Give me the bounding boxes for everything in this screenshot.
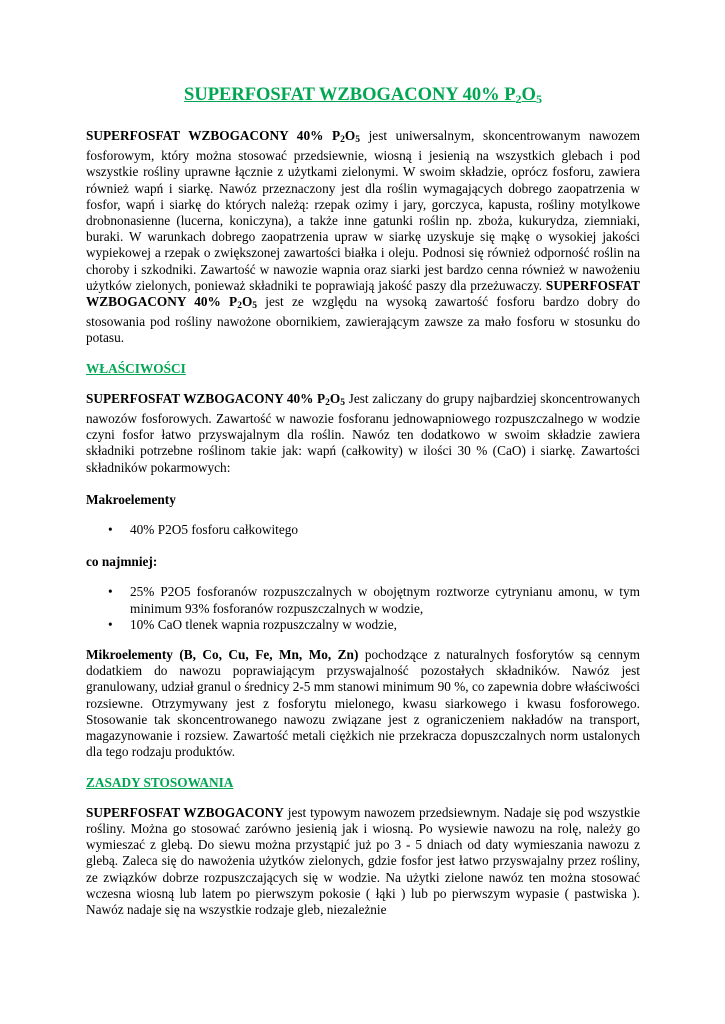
makroelementy-heading: Makroelementy xyxy=(86,491,176,507)
makroelementy-list xyxy=(86,522,640,538)
list-item: • 40% P2O5 fosforu całkowitego xyxy=(86,522,640,538)
product-name-bold: SUPERFOSFAT WZBOGACONY 40% $P_2O_5$ xyxy=(86,277,640,312)
list-item: • 25% P2O5 fosforanów rozpuszczalnych w obojętnym roztworze cytrynianu amonu, w tym minimum 93% fosforanów rozpuszczalnych w wodzie, xyxy=(86,584,640,616)
document-title: SUPERFOSFAT WZBOGACONY 40% $P_2O_5$ xyxy=(184,85,542,106)
mikroelementy-paragraph: Mikroelementy (B, Co, Cu, Fe, Mn, Mo, Zn) pochodzące z naturalnych fosforytów są cennym dodatkiem do nawozu poprawiającym przyswajalność pozostałych składników. Nawóz jest granulowany, udział granul o średnicy 2-5 mm stanowi minimum 90 %, co zapewnia dobre właściwości rozsiewne. Otrzymywany jest z fosforytu mielonego, kwasu siarkowego i kwasu fosforowego. Stosowanie tak skoncentrowanego nawozu związane jest z ograniczeniem nakładów na transport, magazynowanie i rozsiew. Zawartość metali ciężkich nie przekracza dopuszczalnych norm ustalonych dla tego rodzaju produktów. xyxy=(86,647,640,760)
zasady-paragraph: SUPERFOSFAT WZBOGACONY jest typowym nawozem przedsiewnym. Nadaje się pod wszystkie rośliny. Można go stosować zarówno jesienią jak i wiosną. Po wysiewie nawozu na rolę, należy go wymieszać z glebą. Do siewu można przystąpić już po 3 - 5 dniach od daty wymieszania nawozu z glebą. Zaleca się do nawożenia użytków zielonych, gdzie fosfor jest łatwo przyswajalny przez rośliny, ze związków dobrze rozpuszczających się w wodzie. Na użytki zielone nawóz ten można stosować wczesna wiosną lub latem po pierwszym pokosie ( łąki ) lub po pierwszym wypasie ( pastwiska ). Nawóz nadaje się na wszystkie rodzaje gleb, niezależnie xyxy=(86,804,641,917)
document-page xyxy=(86,84,640,918)
product-name-bold: SUPERFOSFAT WZBOGACONY 40% $P_2O_5$ xyxy=(86,128,360,145)
properties-paragraph: SUPERFOSFAT WZBOGACONY 40% $P_2O_5$ Jest zaliczany do grupy najbardziej skoncentrowanych nawozów fosforowych. Zawartość w nawozie fosforanu jednowapniowego rozpuszczalnego w wodzie czyni fosfor łatwo przyswajalnym dla roślin. Nawóz ten dodatkowo w swoim składzie zawiera składniki potrzebne roślinom takie jak: wapń (całkowity) w ilości 30 % (CaO) i siarkę. Zawartości składników pokarmowych: xyxy=(86,390,640,475)
list-item: • 10% CaO tlenek wapnia rozpuszczalny w wodzie, xyxy=(86,617,640,633)
co-najmniej-list xyxy=(86,584,640,633)
section-heading-zasady: ZASADY STOSOWANIA xyxy=(86,774,234,790)
product-name-bold: SUPERFOSFAT WZBOGACONY 40% $P_2O_5$ xyxy=(86,390,346,408)
section-heading-wlasciwosci: WŁAŚCIWOŚCI xyxy=(86,360,186,376)
co-najmniej-heading: co najmniej: xyxy=(86,554,158,570)
intro-paragraph: SUPERFOSFAT WZBOGACONY 40% $P_2O_5$ jest uniwersalnym, skoncentrowanym nawozem fosforowym, który można stosować przedsiewnie, wiosną i jesienią na wszystkich glebach i pod wszystkie rośliny uprawne łącznie z użytkami zielonymi. W swoim składzie, oprócz fosforu, zawiera również wapń i siarkę. Nawóz przeznaczony jest dla roślin wymagających dobrego zaopatrzenia w fosfor, wapń i siarkę do których należą: rzepak ozimy i jary, gorczyca, kapusta, rośliny motylkowe drobnonasienne (lucerna, koniczyna), a także inne gatunki roślin np. zboża, kukurydza, ziemniaki, buraki. W warunkach dobrego zaopatrzenia upraw w siarkę uzyskuje się mąkę o wysokiej jakości wypiekowej a rzepak o zwiększonej zawartości białka i oleju. Podnosi się również odporność roślin na choroby i szkodniki. Zawartość w nawozie wapnia oraz siarki jest bardzo cenna również w nawożeniu użytków zielonych, ponieważ składniki te poprawiają jakość paszy dla przeżuwaczy. SUPERFOSFAT WZBOGACONY 40% $P_2O_5$ jest ze względu na wysoką zawartość fosforu bardzo dobry do stosowania pod rośliny nawożone obornikiem, zawierającym zawsze za mało fosforu w stosunku do potasu. xyxy=(86,128,640,346)
mikroelementy-bold: Mikroelementy (B, Co, Cu, Fe, Mn, Mo, Zn) xyxy=(86,647,359,663)
product-name-bold: SUPERFOSFAT WZBOGACONY xyxy=(86,804,284,820)
